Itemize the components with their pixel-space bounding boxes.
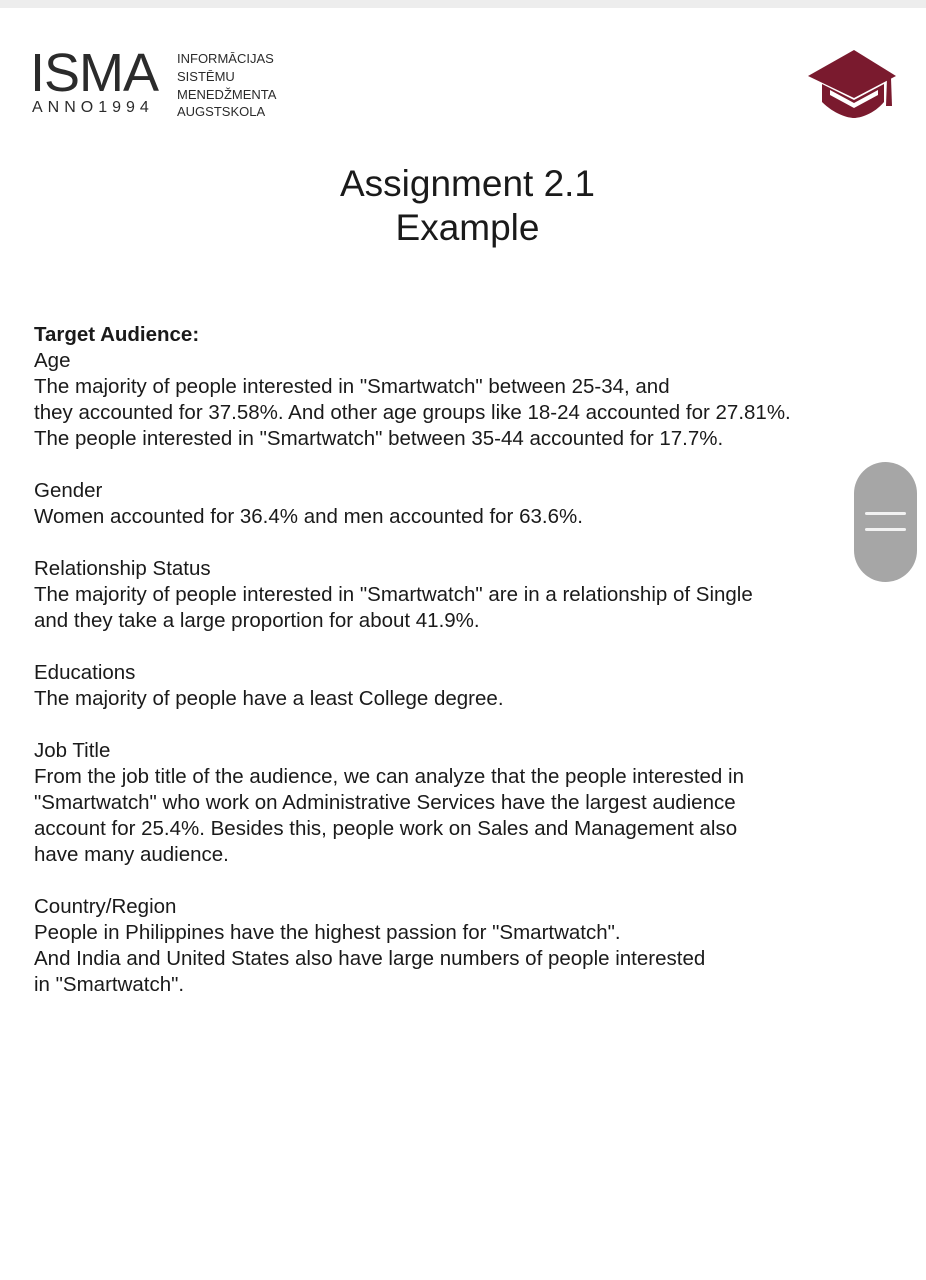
body-line: and they take a large proportion for about 41.9%. [34,609,480,632]
section-label: Job Title [34,739,111,762]
logo-word: SISTĒMU [177,68,235,84]
section-label: Age [34,349,71,372]
body-line: The majority of people interested in "Smartwatch" between 25-34, and [34,375,670,398]
body-line: in "Smartwatch". [34,973,185,996]
logo-word: INFORMĀCIJAS [177,51,274,66]
scroll-handle[interactable] [854,462,917,582]
title-line: Example [395,207,540,248]
section-job-title [34,738,914,868]
body-line: account for 25.4%. Besides this, people work on Sales and Management also [34,817,738,840]
section-country-region [34,894,914,998]
body-line: have many audience. [34,843,229,866]
isma-logo [30,43,310,120]
section-label: Relationship Status [34,557,211,580]
logo-full-name [177,50,276,121]
body-line: The people interested in "Smartwatch" between 35-44 accounted for 17.7%. [34,427,724,450]
body-line: "Smartwatch" who work on Administrative Services have the largest audience [34,791,736,814]
section-label: Country/Region [34,895,177,918]
grip-line-icon [865,528,906,531]
grip-line-icon [865,512,906,515]
document-body [34,322,914,998]
body-line: they accounted for 37.58%. And other age groups like 18-24 accounted for 27.81%. [34,401,791,424]
body-line: People in Philippines have the highest passion for "Smartwatch". [34,921,621,944]
body-line: Women accounted for 36.4% and men accounted for 63.6%. [34,505,583,528]
section-relationship [34,556,914,634]
body-line: And India and United States also have large numbers of people interested [34,947,706,970]
logo-word: MENEDŽMENTA [177,86,277,102]
top-strip [0,0,926,8]
document-title [0,162,926,250]
section-education [34,660,914,712]
body-line: From the job title of the audience, we can analyze that the people interested in [34,765,744,788]
logo-anno: ANNO1994 [32,99,154,116]
logo-wordmark: ISMA [30,43,159,103]
body-line: The majority of people interested in "Smartwatch" are in a relationship of Single [34,583,753,606]
body-line: The majority of people have a least College degree. [34,687,504,710]
section-label: Educations [34,661,136,684]
logo-word: AUGSTSKOLA [177,104,266,120]
section-gender [34,478,914,530]
graduation-cap-icon [804,46,896,120]
section-heading: Target Audience: [34,323,200,346]
section-label: Gender [34,479,103,502]
title-line: Assignment 2.1 [339,163,596,204]
section-age [34,348,914,452]
